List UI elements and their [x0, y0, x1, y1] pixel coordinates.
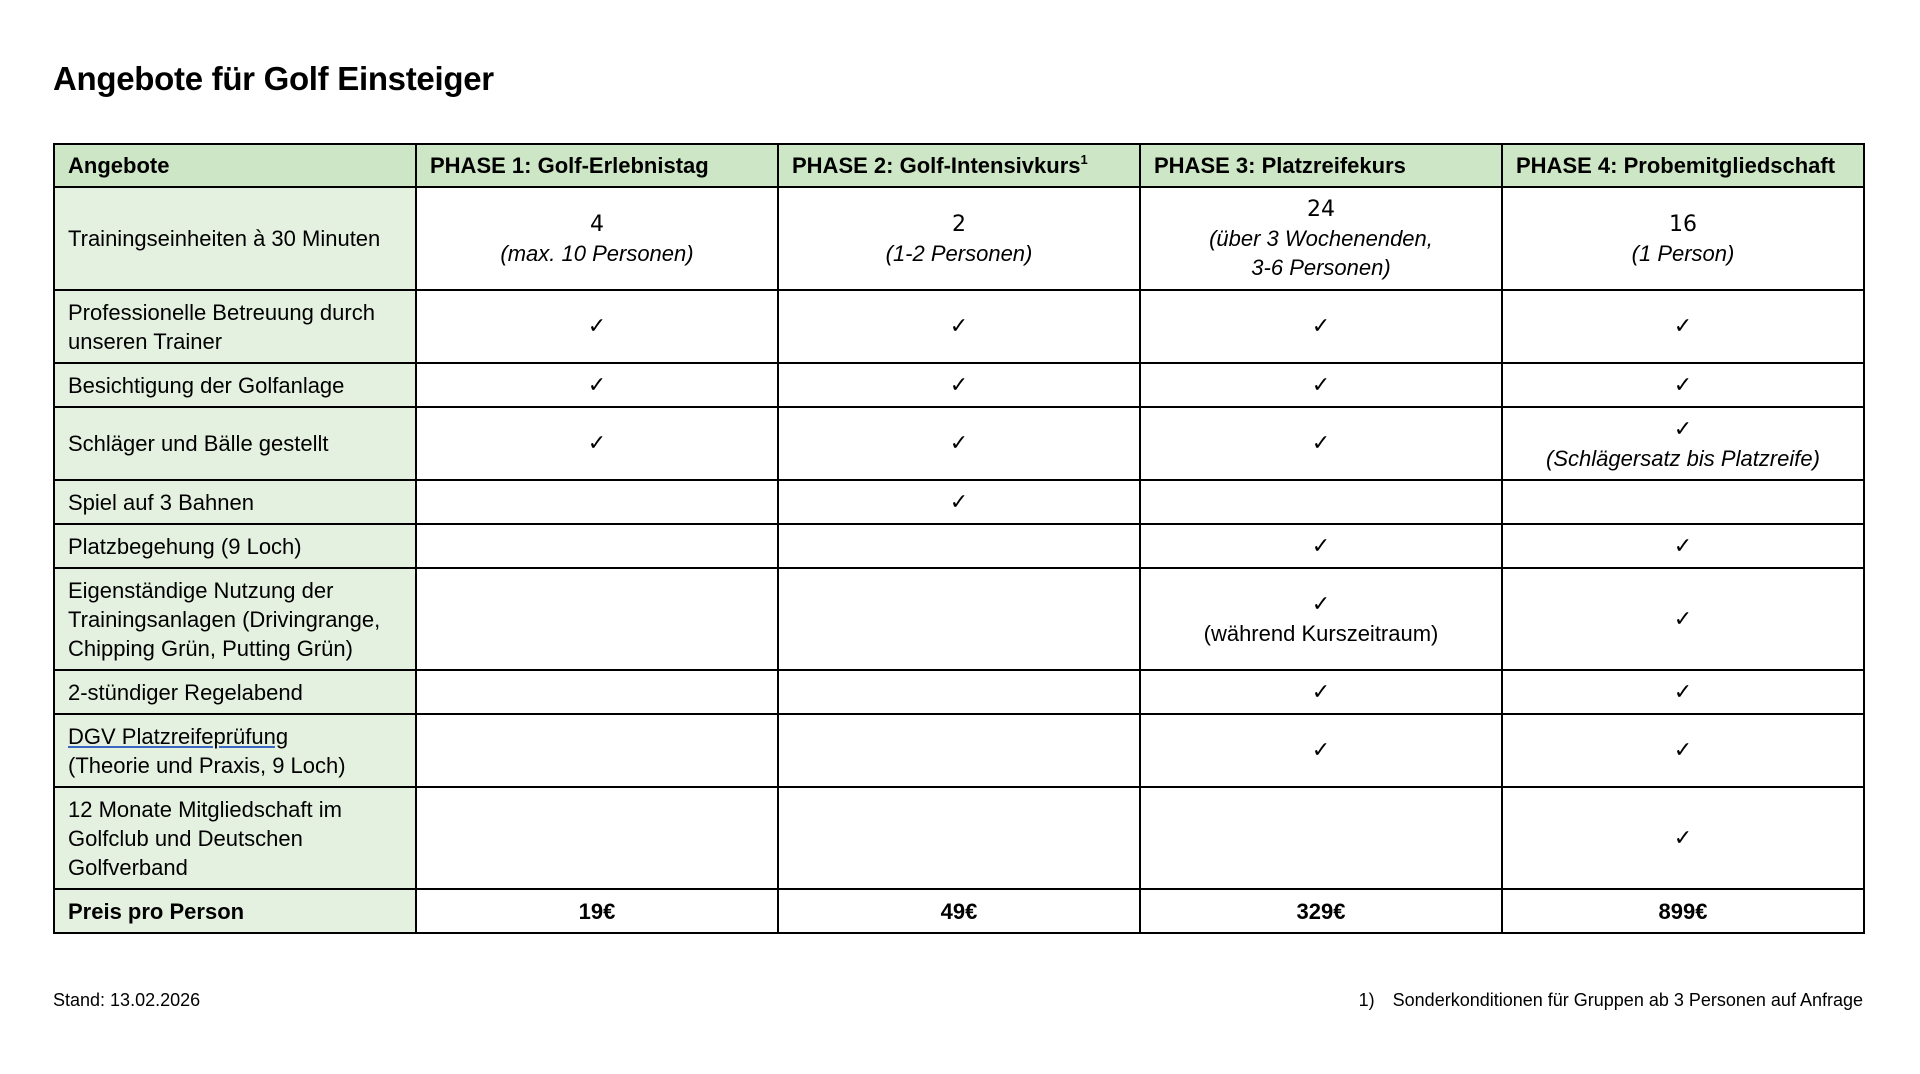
cell-besichtigung-phase-3	[1140, 363, 1502, 407]
cell-besichtigung-phase-1	[416, 363, 778, 407]
cell-nutzung-phase-1	[416, 568, 778, 670]
cell-spiel-phase-4	[1502, 480, 1864, 524]
row-label-line: Golfverband	[68, 854, 188, 880]
check-icon: ✓	[1673, 314, 1693, 339]
price-row	[54, 889, 1864, 933]
training-count: 4	[590, 211, 604, 237]
table-row	[54, 480, 1864, 524]
row-label-line: 12 Monate Mitgliedschaft im	[68, 796, 342, 822]
check-icon: ✓	[1311, 372, 1331, 398]
check-icon: ✓	[1673, 825, 1693, 851]
table-header-row	[54, 144, 1864, 187]
row-label-platzbegehung: Platzbegehung (9 Loch)	[54, 524, 416, 568]
row-label-schlaeger: Schläger und Bälle gestellt	[54, 407, 416, 480]
header-phase-3: PHASE 3: Platzreifekurs	[1140, 144, 1502, 187]
row-label-training: Trainingseinheiten à 30 Minuten	[54, 187, 416, 290]
cell-training-phase-3	[1140, 187, 1502, 290]
header-offers: Angebote	[54, 144, 416, 187]
training-count: 16	[1669, 211, 1697, 237]
check-icon: ✓	[949, 314, 969, 339]
cell-training-phase-4	[1502, 187, 1864, 290]
cell-pruefung-phase-3	[1140, 714, 1502, 787]
row-label-line: Golfclub und Deutschen	[68, 825, 303, 851]
row-label-regelabend: 2-stündiger Regelabend	[54, 670, 416, 714]
check-icon: ✓	[949, 372, 969, 398]
cell-spiel-phase-2	[778, 480, 1140, 524]
cell-pruefung-phase-4	[1502, 714, 1864, 787]
cell-pruefung-phase-1	[416, 714, 778, 787]
cell-mitgliedschaft-phase-4	[1502, 787, 1864, 889]
row-label-nutzung	[54, 568, 416, 670]
row-label-betreuung	[54, 290, 416, 363]
cell-regelabend-phase-4	[1502, 670, 1864, 714]
cell-platzbegehung-phase-3	[1140, 524, 1502, 568]
cell-regelabend-phase-1	[416, 670, 778, 714]
table-row	[54, 407, 1864, 480]
row-label-besichtigung: Besichtigung der Golfanlage	[54, 363, 416, 407]
check-icon: ✓	[1311, 738, 1331, 763]
cell-pruefung-phase-2	[778, 714, 1140, 787]
check-icon: ✓	[949, 431, 969, 456]
cell-training-phase-2	[778, 187, 1140, 290]
cell-mitgliedschaft-phase-1	[416, 787, 778, 889]
table-row	[54, 187, 1864, 290]
header-phase-4: PHASE 4: Probemitgliedschaft	[1502, 144, 1864, 187]
row-label-spiel: Spiel auf 3 Bahnen	[54, 480, 416, 524]
header-phase-2-label: PHASE 2: Golf-Intensivkurs	[792, 153, 1081, 178]
check-icon: ✓	[1311, 592, 1331, 617]
cell-platzbegehung-phase-2	[778, 524, 1140, 568]
cell-betreuung-phase-1	[416, 290, 778, 363]
check-icon: ✓	[587, 314, 607, 339]
footnote-text: Sonderkonditionen für Gruppen ab 3 Personen auf Anfrage	[1392, 990, 1863, 1010]
cell-spiel-phase-1	[416, 480, 778, 524]
row-label-line: Chipping Grün, Putting Grün)	[68, 635, 353, 661]
table-row	[54, 787, 1864, 889]
row-label-pruefung	[54, 714, 416, 787]
row-label-line: Eigenständige Nutzung der	[68, 577, 334, 603]
cell-schlaeger-phase-1	[416, 407, 778, 480]
table-row	[54, 363, 1864, 407]
check-icon: ✓	[587, 372, 607, 398]
cell-regelabend-phase-3	[1140, 670, 1502, 714]
cell-schlaeger-phase-2	[778, 407, 1140, 480]
row-label-line: unseren Trainer	[68, 328, 223, 354]
price-phase-4: 899€	[1502, 889, 1864, 933]
training-note: (1-2 Personen)	[885, 240, 1033, 266]
check-icon: ✓	[1311, 679, 1331, 705]
check-icon: ✓	[1673, 533, 1693, 559]
check-icon: ✓	[1673, 679, 1693, 705]
page-title: Angebote für Golf Einsteiger	[53, 60, 494, 97]
cell-nutzung-phase-2	[778, 568, 1140, 670]
training-count: 24	[1307, 197, 1335, 222]
offers-table	[53, 143, 1865, 934]
check-icon: ✓	[1311, 314, 1331, 339]
header-phase-2	[778, 144, 1140, 187]
table-row	[54, 714, 1864, 787]
training-note: (max. 10 Personen)	[500, 240, 694, 266]
table-row	[54, 670, 1864, 714]
training-count: 2	[952, 211, 966, 237]
check-icon: ✓	[1673, 372, 1693, 398]
price-phase-3: 329€	[1140, 889, 1502, 933]
cell-nutzung-phase-4	[1502, 568, 1864, 670]
cell-platzbegehung-phase-1	[416, 524, 778, 568]
cell-schlaeger-phase-3	[1140, 407, 1502, 480]
training-note: (1 Person)	[1631, 240, 1735, 266]
training-note: 3-6 Personen)	[1251, 255, 1391, 280]
table-row	[54, 568, 1864, 670]
price-phase-2: 49€	[778, 889, 1140, 933]
row-label-line: DGV Platzreifeprüfung	[68, 723, 289, 749]
check-icon: ✓	[1673, 416, 1693, 442]
cell-besichtigung-phase-4	[1502, 363, 1864, 407]
footnote-number: 1)	[1358, 990, 1375, 1010]
row-label-line: (Theorie und Praxis, 9 Loch)	[68, 752, 346, 778]
cell-training-phase-1	[416, 187, 778, 290]
price-phase-1: 19€	[416, 889, 778, 933]
schlaeger-note: (Schlägersatz bis Platzreife)	[1546, 445, 1820, 471]
cell-besichtigung-phase-2	[778, 363, 1140, 407]
footnote-marker: 1	[1080, 152, 1088, 167]
row-label-mitgliedschaft	[54, 787, 416, 889]
check-icon: ✓	[1673, 606, 1693, 632]
cell-betreuung-phase-3	[1140, 290, 1502, 363]
row-label-line: Trainingsanlagen (Drivingrange,	[68, 606, 381, 632]
check-icon: ✓	[1673, 738, 1693, 763]
row-label-line: Professionelle Betreuung durch	[68, 299, 375, 325]
check-icon: ✓	[587, 431, 607, 456]
cell-mitgliedschaft-phase-3	[1140, 787, 1502, 889]
training-note: (über 3 Wochenenden,	[1209, 226, 1433, 251]
check-icon: ✓	[1311, 533, 1331, 559]
check-icon: ✓	[949, 489, 969, 515]
cell-betreuung-phase-2	[778, 290, 1140, 363]
nutzung-note: (während Kurszeitraum)	[1203, 621, 1439, 646]
footnote	[1359, 990, 1863, 1011]
check-icon: ✓	[1311, 431, 1331, 456]
cell-spiel-phase-3	[1140, 480, 1502, 524]
cell-nutzung-phase-3	[1140, 568, 1502, 670]
cell-regelabend-phase-2	[778, 670, 1140, 714]
stand-date: Stand: 13.02.2026	[53, 990, 201, 1010]
row-label-preis: Preis pro Person	[54, 889, 416, 933]
cell-schlaeger-phase-4	[1502, 407, 1864, 480]
cell-betreuung-phase-4	[1502, 290, 1864, 363]
header-phase-1: PHASE 1: Golf-Erlebnistag	[416, 144, 778, 187]
cell-platzbegehung-phase-4	[1502, 524, 1864, 568]
table-row	[54, 524, 1864, 568]
cell-mitgliedschaft-phase-2	[778, 787, 1140, 889]
table-row	[54, 290, 1864, 363]
